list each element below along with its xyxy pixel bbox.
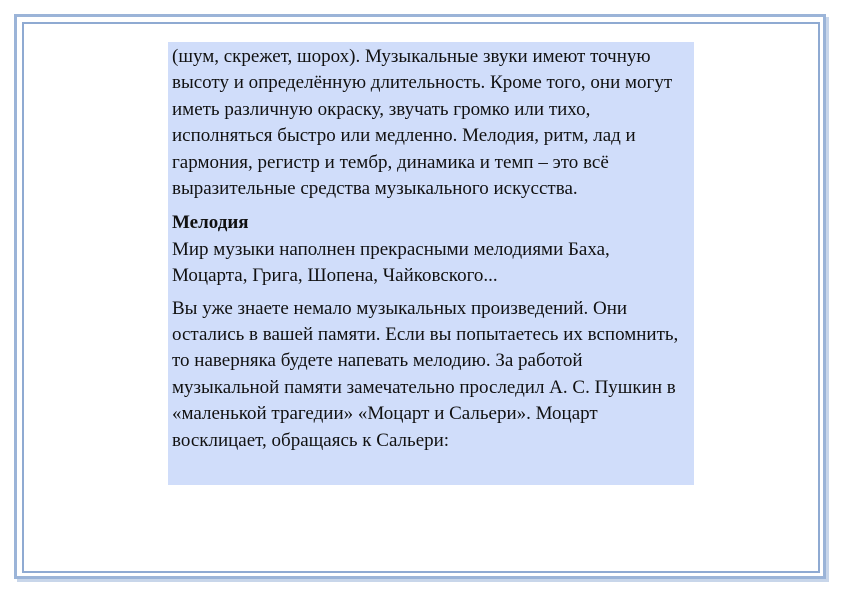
text-box xyxy=(168,42,694,485)
section-heading: Мелодия xyxy=(172,212,249,234)
intro-paragraph: (шум, скрежет, шорох). Музыкальные звуки имеют точную высоту и определённую длительность. Кроме того, они могут иметь различную окраску, звучать громко или тихо, исполняться быстро или медленно. Мелодия, ритм, лад и гармония, регистр и тембр, динамика и темп – это всё выразительные средства музыкального искусства. xyxy=(172,46,673,200)
paragraph-memory: Вы уже знаете немало музыкальных произведений. Они остались в вашей памяти. Если вы попытаетесь их вспомнить, то наверняка будете напевать мелодию. За работой музыкальной памяти замечательно проследил А. С. Пушкин в «маленькой трагедии» «Моцарт и Сальери». Моцарт восклицает, обращаясь к Сальери: xyxy=(172,297,679,451)
paragraph-composers: Мир музыки наполнен прекрасными мелодиями Баха, Моцарта, Грига, Шопена, Чайковского... xyxy=(172,238,610,287)
